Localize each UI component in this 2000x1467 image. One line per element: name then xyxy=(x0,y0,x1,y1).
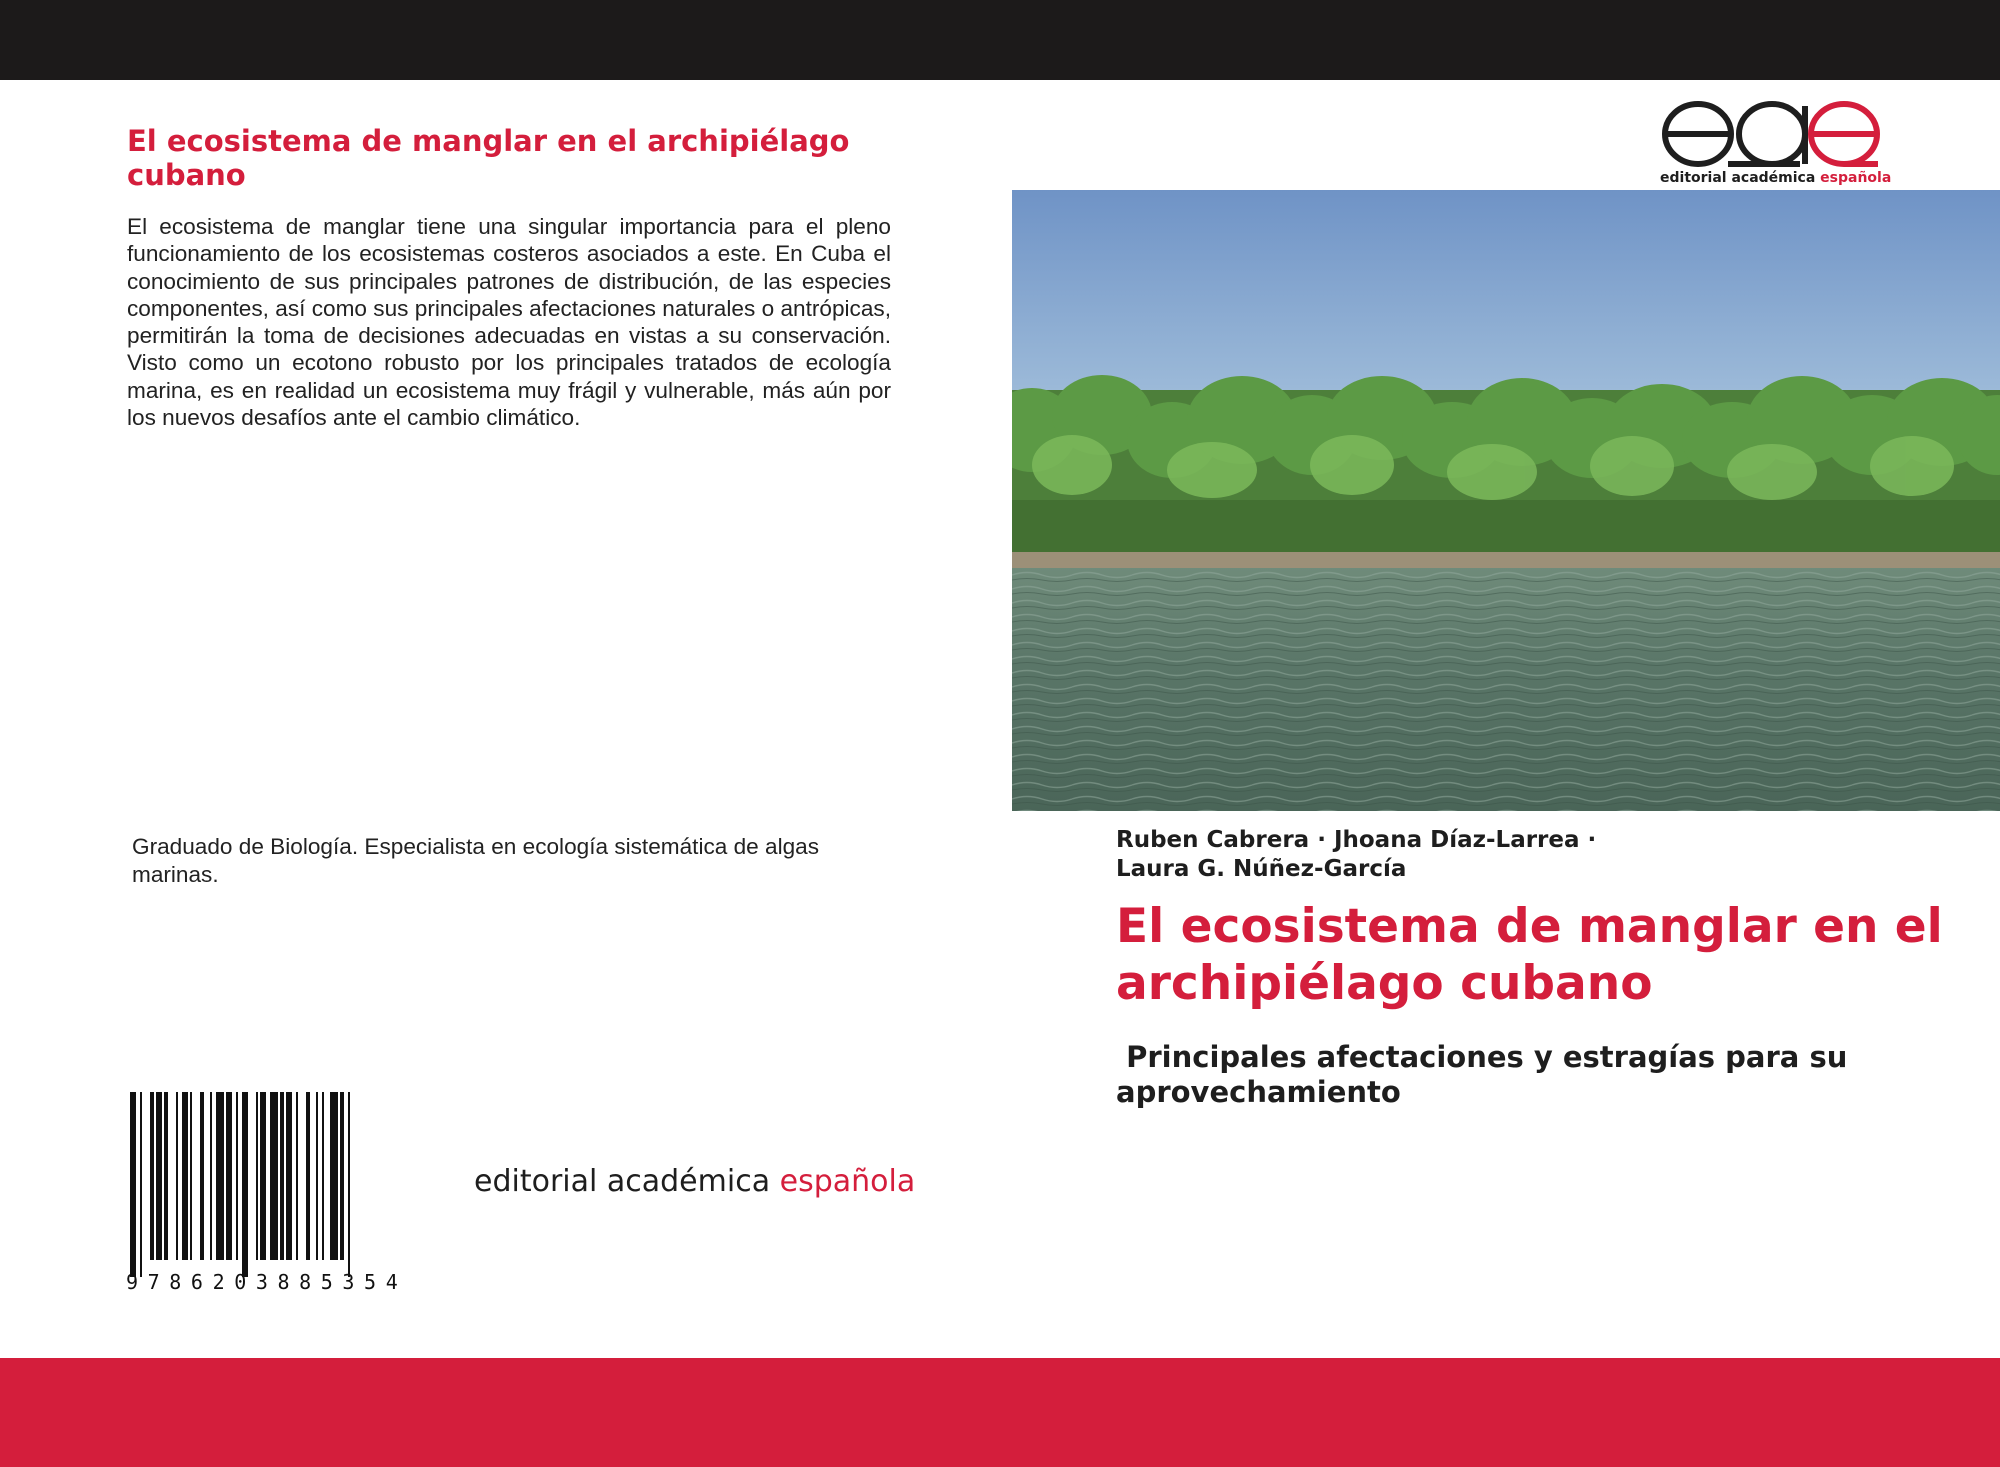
barcode-bar xyxy=(236,1092,238,1260)
barcode-bar xyxy=(182,1092,188,1260)
logo-caption-part2: española xyxy=(1820,170,1892,186)
author-bio: Graduado de Biología. Especialista en ecología sistemática de algas marinas. xyxy=(132,834,820,887)
barcode-bar xyxy=(216,1092,224,1260)
back-cover-blurb: El ecosistema de manglar tiene una singular importancia para el pleno funcionamiento de los ecosistemas costeros asociados a este. En Cuba el conocimiento de sus principales patrones de distribución, de las especies componentes, así como sus principales afectaciones naturales o antrópicas, permitirán la toma de decisiones adecuadas en vistas a su conservación. Visto como un ecotono robusto por los principales tratados de ecología marina, es en realidad un ecosistema muy frágil y vulnerable, más aún por los nuevos desafíos ante el cambio climático. xyxy=(127,214,891,431)
front-cover-subtitle: Principales afectaciones y estragías para su aprovechamiento xyxy=(1116,1040,1858,1109)
bottom-band xyxy=(0,1358,2000,1467)
authors-line-1: Ruben Cabrera · Jhoana Díaz-Larrea · xyxy=(1116,827,1597,853)
barcode-bar xyxy=(330,1092,338,1260)
cover-photo xyxy=(1012,190,2000,811)
barcode-bar xyxy=(242,1092,248,1277)
barcode-bar xyxy=(226,1092,232,1260)
barcode-bar xyxy=(156,1092,162,1260)
publisher-name-part2: española xyxy=(779,1164,916,1199)
barcode-bar xyxy=(348,1092,350,1277)
front-cover-title: El ecosistema de manglar en el archipiélago cubano xyxy=(1116,899,1943,1011)
barcode-bar xyxy=(130,1092,136,1277)
publisher-name-part1: editorial académica xyxy=(474,1164,771,1199)
barcode-bar xyxy=(200,1092,204,1260)
barcode-bar xyxy=(176,1092,178,1260)
barcode-bar xyxy=(296,1092,298,1260)
barcode-bar xyxy=(260,1092,266,1260)
barcode-bar xyxy=(210,1092,212,1260)
barcode-bar xyxy=(316,1092,318,1260)
barcode-bar xyxy=(256,1092,258,1260)
logo-caption-part1: editorial académica xyxy=(1660,170,1816,186)
mangrove-landscape-image xyxy=(1012,190,2000,811)
barcode-bar xyxy=(306,1092,310,1260)
authors xyxy=(1116,826,1976,884)
back-cover-title: El ecosistema de manglar en el archipiélago cubano xyxy=(127,124,850,192)
authors-line-2: Laura G. Núñez-García xyxy=(1116,856,1407,882)
barcode-digits: 9786203885354 xyxy=(126,1270,408,1294)
top-band xyxy=(0,0,2000,80)
logo-caption xyxy=(1660,170,1892,186)
barcode-bar xyxy=(340,1092,344,1260)
barcode-bars xyxy=(126,1092,462,1277)
barcode-bar xyxy=(270,1092,278,1260)
barcode-bar xyxy=(280,1092,284,1260)
publisher-name xyxy=(474,1164,915,1199)
barcode-bar xyxy=(190,1092,192,1260)
barcode-bar xyxy=(140,1092,142,1277)
barcode-bar xyxy=(150,1092,154,1260)
isbn-barcode xyxy=(126,1092,462,1292)
barcode-bar xyxy=(164,1092,168,1260)
barcode-bar xyxy=(286,1092,292,1260)
barcode-bar xyxy=(322,1092,324,1260)
